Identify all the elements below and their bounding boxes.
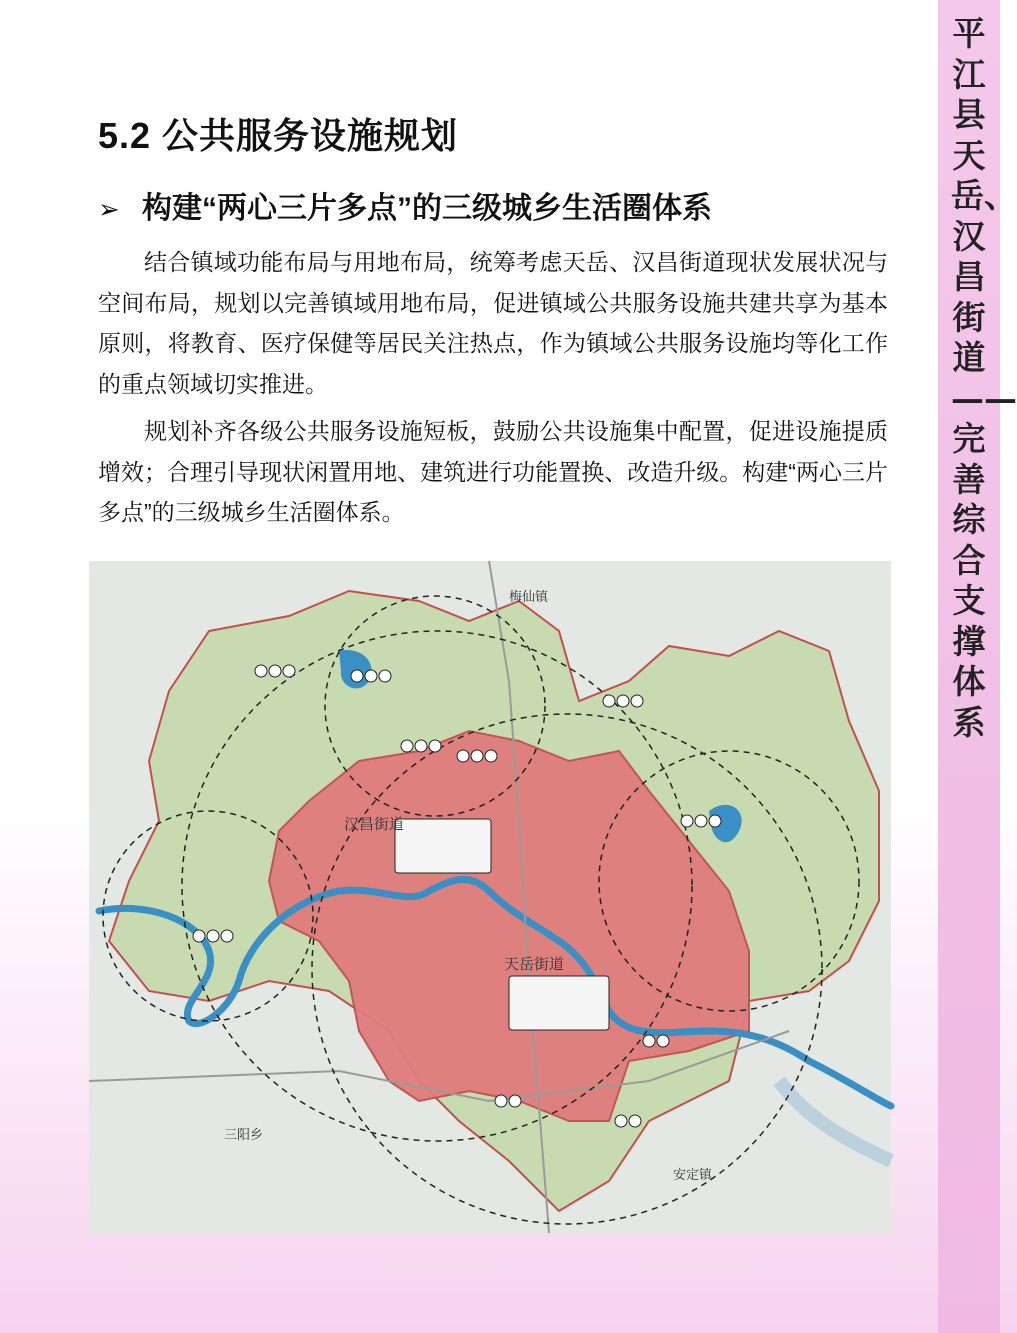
- map-label-meixian: 梅仙镇: [509, 590, 549, 605]
- arrow-bullet-icon: ➢: [98, 194, 120, 224]
- map-label-hanchang: 汉昌街道: [344, 815, 405, 833]
- facility-planning-map: [89, 561, 891, 1233]
- map-label-anding: 安定镇: [673, 1168, 713, 1183]
- subheading: [98, 183, 712, 227]
- side-band: [938, 0, 1017, 1333]
- paragraph: 规划补齐各级公共服务设施短板，鼓励公共设施集中配置，促进设施提质增效；合理引导现状闲置用地、建筑进行功能置换、改造升级。构建“两心三片多点”的三级城乡生活圈体系。: [98, 418, 888, 525]
- map-label-sanyang: 三阳乡: [224, 1128, 264, 1143]
- paragraph: 结合镇域功能布局与用地布局，统筹考虑天岳、汉昌街道现状发展状况与空间布局，规划以完善镇域用地布局，促进镇域公共服务设施共建共享为基本原则，将教育、医疗保健等居民关注热点，作为镇域公共服务设施均等化工作的重点领域切实推进。: [98, 249, 888, 397]
- side-title: 平江县天岳、汉昌街道——完善综合支撑体系: [951, 14, 1017, 742]
- section-title: 5.2 公共服务设施规划: [98, 115, 459, 156]
- subheading-text: 构建“两心三片多点”的三级城乡生活圈体系: [142, 192, 712, 225]
- map-label-tianyue: 天岳街道: [504, 955, 565, 973]
